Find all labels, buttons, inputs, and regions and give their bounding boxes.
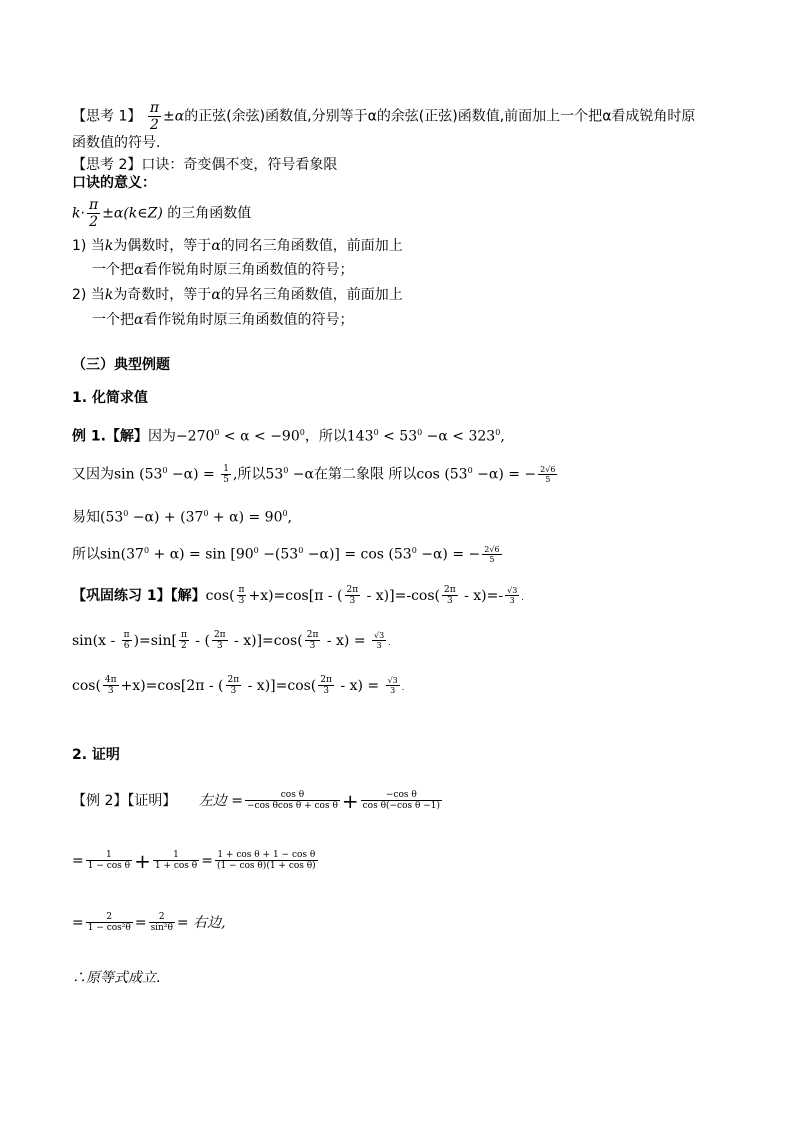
practice1-row1: 【巩固练习 1】【解】cos( $\frac{\pi}{3}$ +x)=cos[π - ( $\frac{2\pi}{3}$ - x)]=-cos( $\frac{2\pi}{3}$ - x)=- $\frac{√3}{3}$ . bbox=[72, 585, 524, 607]
fraction-pi-over-2: $\frac{\pi}{2}$ bbox=[149, 100, 160, 134]
conclusion: ∴原等式成立. bbox=[72, 970, 161, 986]
think1-label: 【思考 1】 bbox=[72, 108, 142, 125]
ex2-line1: 【例 2】【证明】 左边 = $\frac{\text{cos θ}}{\text{−cos θcos θ + cos θ}}$ + $\frac{\text{−cos θ}}{\text{cos θ(−cos θ −1)}}$ bbox=[72, 788, 441, 813]
meaning-title: 口诀的意义： bbox=[72, 175, 156, 191]
ex2-line2: = $\frac{1}{\text{1 − cos θ}}$ + $\frac{1}{\text{1 + cos θ}}$ = $\frac{\text{1 + cos θ + 1 − cos θ}}{\text{(1 − cos θ)(1 + cos θ)}}$ bbox=[72, 848, 316, 873]
case-odd: 2) 当k为奇数时，等于α的异名三角函数值，前面加上 bbox=[72, 287, 403, 303]
case-odd-cont: 一个把α看作锐角时原三角函数值的符号； bbox=[92, 312, 354, 328]
ex1-line3: 易知$(53^0 -\alpha) + (37^0 + \alpha) = 90^0$, bbox=[72, 509, 293, 526]
ex1-line1: 例 1.【解】因为$-270^0 < \alpha < -90^0$，所以$143^0 < 53^0 -\alpha < 323^0$, bbox=[72, 428, 505, 445]
ex2-line3: = $\frac{2}{\text{1 − cos²θ}}$ = $\frac{2}{\text{sin²θ}}$ = 右边, bbox=[72, 912, 226, 934]
subheading-simplify: 1. 化简求值 bbox=[72, 390, 148, 406]
think2-line: 【思考 2】口诀：奇变偶不变，符号看象限 bbox=[72, 157, 338, 173]
case-even-cont: 一个把α看作锐角时原三角函数值的符号； bbox=[92, 262, 354, 278]
subheading-proof: 2. 证明 bbox=[72, 747, 120, 763]
practice1-row3: cos( $\frac{4\pi}{3}$ +x)=cos[2π - ( $\frac{2\pi}{3}$ - x)]=cos( $\frac{2\pi}{3}$ - x) = $\frac{√3}{3}$ . bbox=[72, 675, 405, 697]
think1-line: 【思考 1】 $\frac{\pi}{2}$ ±α的正弦(余弦)函数值,分别等于α的余弦(正弦)函数值,前面加上一个把α看成锐角时原 bbox=[72, 100, 696, 134]
practice1-row2: sin(x - $\frac{\pi}{6}$ )=sin[ $\frac{\pi}{2}$ - ( $\frac{2\pi}{3}$ - x)]=cos( $\frac{2\pi}{3}$ - x) = $\frac{√3}{3}$ . bbox=[72, 630, 391, 652]
ex1-line4: 所以$\sin(37^0 + \alpha) = \sin [90^0 -(53^0 -\alpha)] = \cos (53^0 -\alpha)$ = − $\frac{2√6}{5}$ bbox=[72, 544, 500, 565]
ex1-line2: 又因为$\sin (53^0 -\alpha)$ = $\frac{1}{5}$ ,所以$53^0 -\alpha$在第二象限 所以$\cos (53^0 -\alpha)$ = − $\frac{2√6}{5}$ bbox=[72, 463, 556, 486]
case-even: 1) 当k为偶数时，等于α的同名三角函数值，前面加上 bbox=[72, 238, 403, 254]
meaning-expression: k· $\frac{\pi}{2}$ ±α(k∈Z) 的三角函数值 bbox=[72, 197, 252, 231]
section-heading: （三）典型例题 bbox=[72, 357, 170, 373]
think1-continuation: 函数值的符号. bbox=[72, 135, 161, 151]
think2-label: 【思考 2】 bbox=[72, 157, 142, 173]
